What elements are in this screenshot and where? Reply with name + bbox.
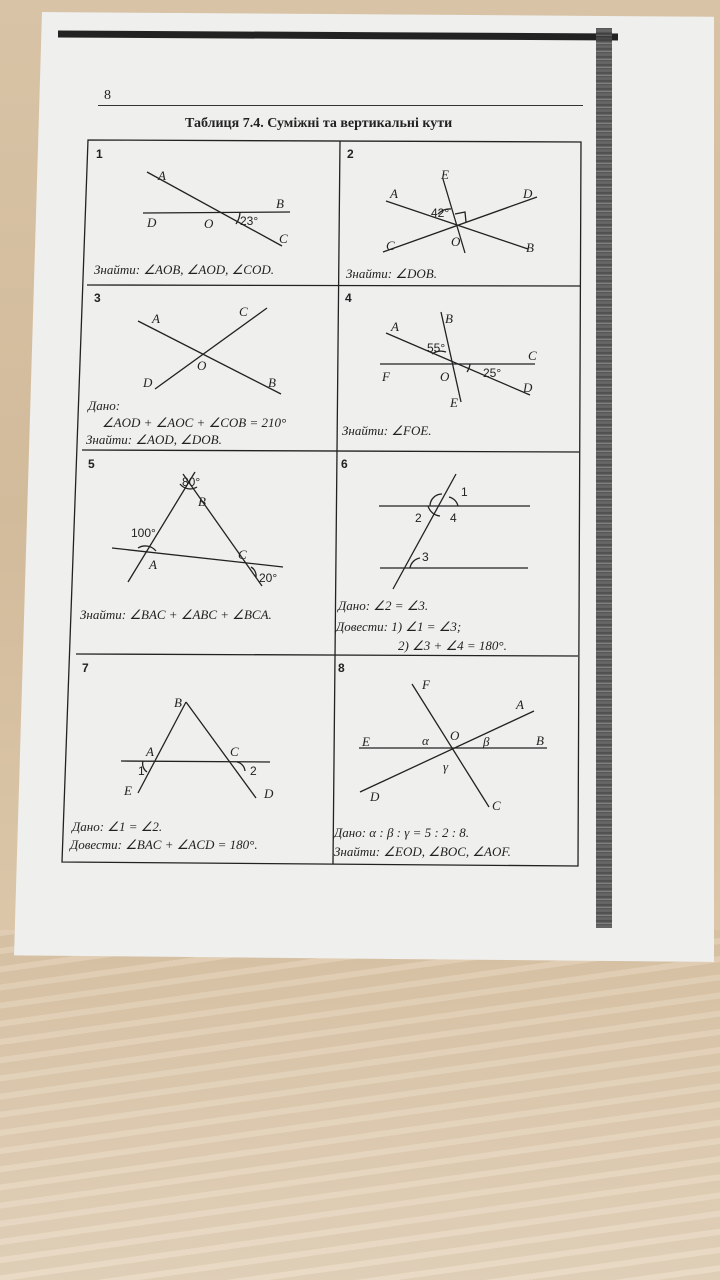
angle-100: 100° xyxy=(131,526,156,540)
label-A: A xyxy=(390,186,398,201)
task-6-prove-2: 2) ∠3 + ∠4 = 180°. xyxy=(398,638,507,653)
label-D: D xyxy=(523,186,533,201)
label-B: B xyxy=(198,494,206,509)
figure-4 xyxy=(380,311,537,410)
cell-5-number: 5 xyxy=(88,457,95,471)
figure-7 xyxy=(121,695,274,801)
angle-label-1: 1 xyxy=(138,764,145,778)
label-B: B xyxy=(445,311,453,326)
angle-gamma: γ xyxy=(443,759,449,774)
angle-beta: β xyxy=(483,734,490,749)
label-E: E xyxy=(362,734,370,749)
label-F: F xyxy=(382,369,390,384)
angle-20: 20° xyxy=(259,571,278,585)
label-E: E xyxy=(124,783,132,798)
angle-label-4: 4 xyxy=(450,511,457,525)
figure-8 xyxy=(359,677,547,813)
page-number: 8 xyxy=(104,88,111,103)
label-C: C xyxy=(230,744,239,759)
label-D: D xyxy=(147,215,157,230)
label-D: D xyxy=(523,380,533,395)
task-8-find: Знайти: ∠EOD, ∠BOC, ∠AOF. xyxy=(334,844,511,859)
label-C: C xyxy=(239,304,248,319)
label-A: A xyxy=(146,744,154,759)
angle-label-1: 1 xyxy=(461,485,468,499)
label-C: C xyxy=(279,231,288,246)
task-3-find: Знайти: ∠AOD, ∠DOB. xyxy=(86,432,222,447)
label-O: O xyxy=(204,216,214,231)
label-A: A xyxy=(152,311,160,326)
label-D: D xyxy=(143,375,153,390)
task-6-given: Дано: ∠2 = ∠3. xyxy=(338,598,429,613)
angle-label-2: 2 xyxy=(415,511,422,525)
label-O: O xyxy=(440,369,450,384)
cell-2-number: 2 xyxy=(347,147,354,161)
angle-25: 25° xyxy=(483,366,502,380)
label-A: A xyxy=(149,557,157,572)
task-7-given: Дано: ∠1 = ∠2. xyxy=(72,819,163,834)
task-7-prove: Довести: ∠BAC + ∠ACD = 180°. xyxy=(70,837,258,852)
angle-80: 80° xyxy=(182,475,201,489)
label-B: B xyxy=(174,695,182,710)
table-grid xyxy=(62,140,581,866)
label-B: B xyxy=(526,240,534,255)
angle-label-3: 3 xyxy=(422,550,429,564)
angle-55: 55° xyxy=(427,341,446,355)
label-A: A xyxy=(158,168,166,183)
label-C: C xyxy=(386,238,395,253)
cell-1-number: 1 xyxy=(96,147,103,161)
task-3-given-label: Дано: xyxy=(88,398,121,413)
task-4-text: Знайти: ∠FOE. xyxy=(342,423,432,438)
figure-6 xyxy=(379,474,530,589)
cell-3-number: 3 xyxy=(94,291,101,305)
label-F: F xyxy=(422,677,430,692)
task-2-text: Знайти: ∠DOB. xyxy=(346,266,437,281)
label-B: B xyxy=(276,196,284,211)
label-B: B xyxy=(536,733,544,748)
label-A: A xyxy=(391,319,399,334)
label-O: O xyxy=(450,728,460,743)
label-C: C xyxy=(492,798,501,813)
label-O: O xyxy=(451,234,461,249)
angle-23: 23° xyxy=(240,214,259,228)
cell-4-number: 4 xyxy=(345,291,352,305)
figure-5 xyxy=(112,472,283,586)
cell-8-number: 8 xyxy=(338,661,345,675)
label-O: O xyxy=(197,358,207,373)
angle-42: 42° xyxy=(431,206,450,220)
label-B: B xyxy=(268,375,276,390)
cell-6-number: 6 xyxy=(341,457,348,471)
figure-2 xyxy=(383,167,537,255)
label-A: A xyxy=(516,697,524,712)
task-3-given: ∠AOD + ∠AOC + ∠COB = 210° xyxy=(102,415,287,430)
angle-alpha: α xyxy=(422,733,429,748)
figure-3 xyxy=(138,304,281,394)
figure-1 xyxy=(143,168,290,246)
label-C: C xyxy=(528,348,537,363)
task-5-text: Знайти: ∠BAC + ∠ABC + ∠BCA. xyxy=(80,607,272,622)
label-D: D xyxy=(370,789,380,804)
table-title: Таблиця 7.4. Суміжні та вертикальні кути xyxy=(185,116,453,131)
label-D: D xyxy=(264,786,274,801)
angle-label-2: 2 xyxy=(250,764,257,778)
label-E: E xyxy=(441,167,449,182)
label-E: E xyxy=(450,395,458,410)
cell-7-number: 7 xyxy=(82,661,89,675)
task-1-text: Знайти: ∠AOB, ∠AOD, ∠COD. xyxy=(94,262,275,277)
task-6-prove-1: Довести: 1) ∠1 = ∠3; xyxy=(336,619,462,634)
task-8-given: Дано: α : β : γ = 5 : 2 : 8. xyxy=(334,825,470,840)
label-C: C xyxy=(238,547,247,562)
